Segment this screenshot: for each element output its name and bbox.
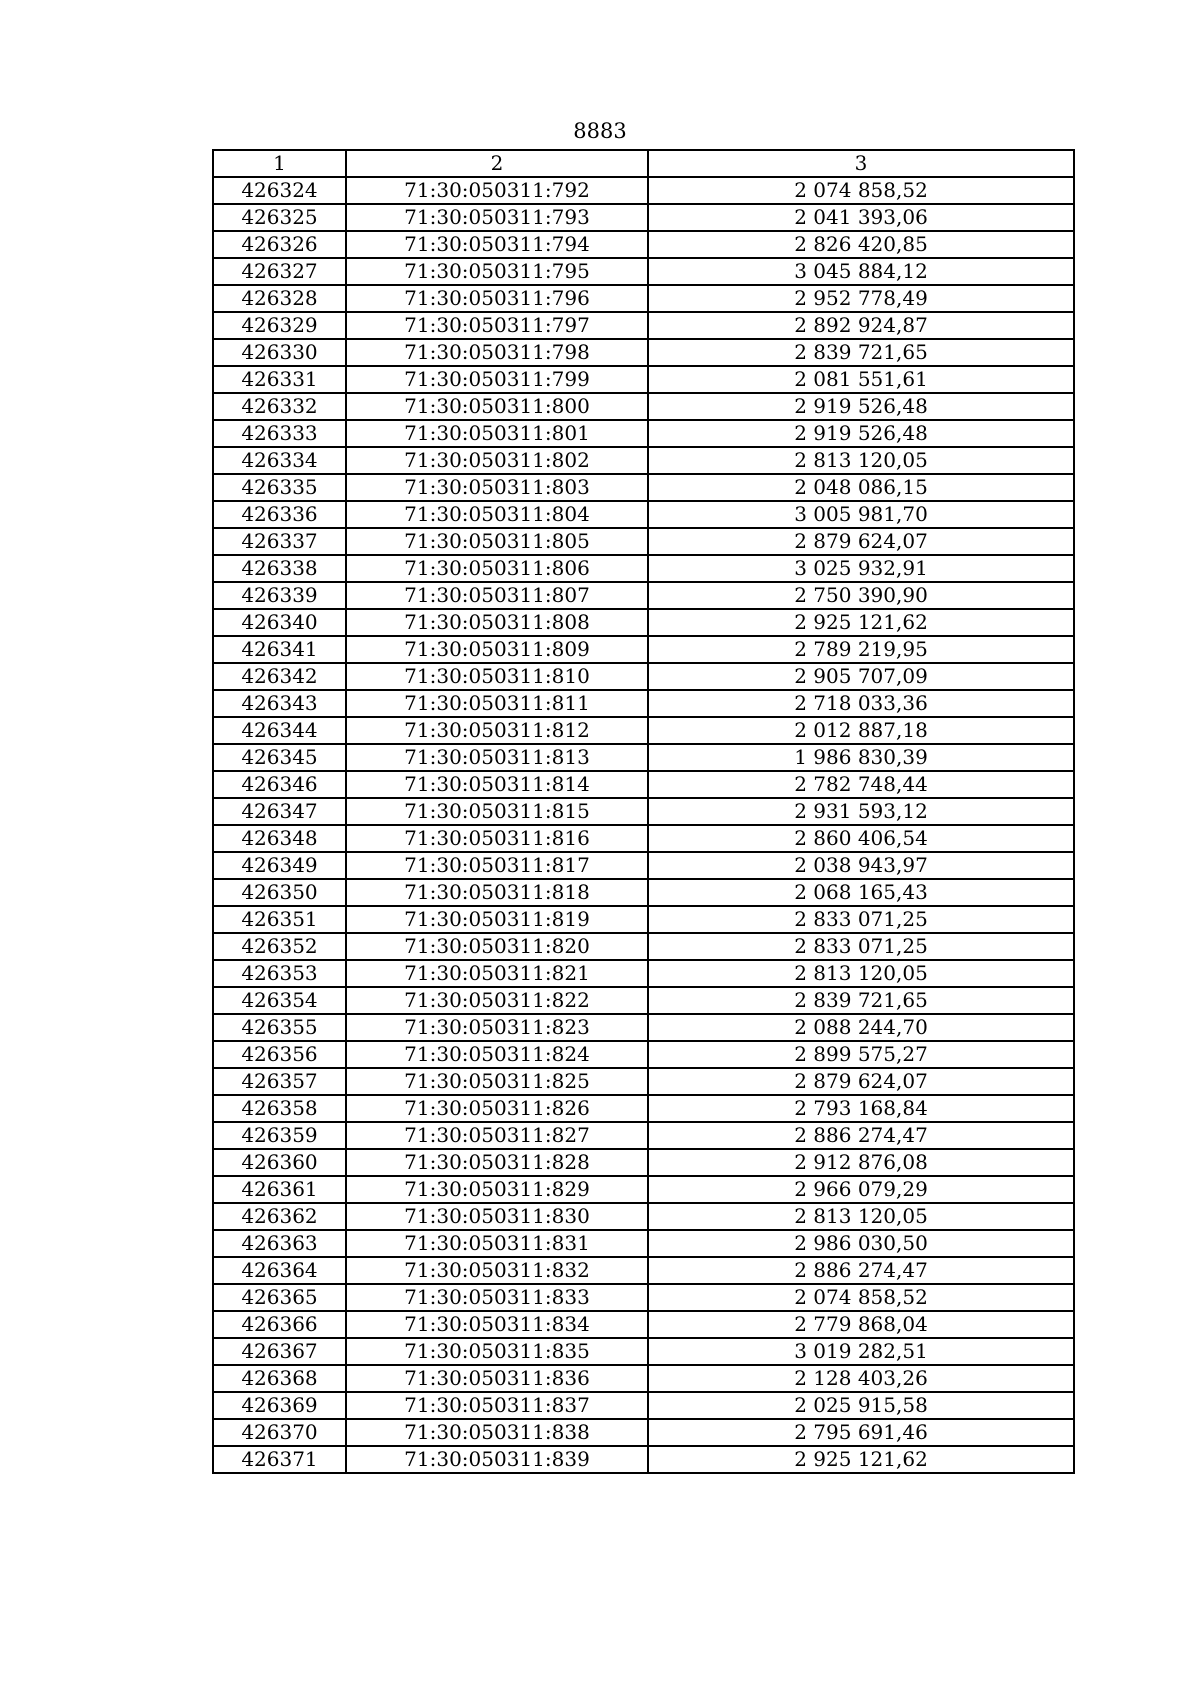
value-cell: 2 128 403,26 bbox=[648, 1365, 1074, 1392]
table-row bbox=[213, 798, 1074, 825]
row-number-cell: 426331 bbox=[213, 366, 346, 393]
row-number-cell: 426334 bbox=[213, 447, 346, 474]
value-cell: 2 826 420,85 bbox=[648, 231, 1074, 258]
value-cell: 2 025 915,58 bbox=[648, 1392, 1074, 1419]
table-row bbox=[213, 177, 1074, 204]
row-number-cell: 426341 bbox=[213, 636, 346, 663]
value-cell: 2 833 071,25 bbox=[648, 906, 1074, 933]
table-body bbox=[213, 177, 1074, 1473]
cadastral-number-cell: 71:30:050311:836 bbox=[346, 1365, 648, 1392]
cadastral-number-cell: 71:30:050311:818 bbox=[346, 879, 648, 906]
table-row bbox=[213, 663, 1074, 690]
cadastral-number-cell: 71:30:050311:830 bbox=[346, 1203, 648, 1230]
row-number-cell: 426332 bbox=[213, 393, 346, 420]
row-number-cell: 426369 bbox=[213, 1392, 346, 1419]
row-number-cell: 426371 bbox=[213, 1446, 346, 1473]
row-number-cell: 426326 bbox=[213, 231, 346, 258]
value-cell: 3 019 282,51 bbox=[648, 1338, 1074, 1365]
row-number-cell: 426327 bbox=[213, 258, 346, 285]
table-header-row bbox=[213, 150, 1074, 177]
table-row bbox=[213, 771, 1074, 798]
value-cell: 2 886 274,47 bbox=[648, 1122, 1074, 1149]
row-number-cell: 426344 bbox=[213, 717, 346, 744]
value-cell: 3 005 981,70 bbox=[648, 501, 1074, 528]
table-row bbox=[213, 1311, 1074, 1338]
cadastral-number-cell: 71:30:050311:798 bbox=[346, 339, 648, 366]
row-number-cell: 426364 bbox=[213, 1257, 346, 1284]
table-row bbox=[213, 285, 1074, 312]
row-number-cell: 426338 bbox=[213, 555, 346, 582]
row-number-cell: 426337 bbox=[213, 528, 346, 555]
row-number-cell: 426325 bbox=[213, 204, 346, 231]
row-number-cell: 426330 bbox=[213, 339, 346, 366]
value-cell: 2 925 121,62 bbox=[648, 609, 1074, 636]
value-cell: 3 045 884,12 bbox=[648, 258, 1074, 285]
cadastral-number-cell: 71:30:050311:810 bbox=[346, 663, 648, 690]
value-cell: 2 038 943,97 bbox=[648, 852, 1074, 879]
table-row bbox=[213, 447, 1074, 474]
table-row bbox=[213, 582, 1074, 609]
value-cell: 2 074 858,52 bbox=[648, 177, 1074, 204]
row-number-cell: 426335 bbox=[213, 474, 346, 501]
row-number-cell: 426361 bbox=[213, 1176, 346, 1203]
value-cell: 2 966 079,29 bbox=[648, 1176, 1074, 1203]
cadastral-number-cell: 71:30:050311:803 bbox=[346, 474, 648, 501]
value-cell: 2 813 120,05 bbox=[648, 447, 1074, 474]
row-number-cell: 426342 bbox=[213, 663, 346, 690]
table-row bbox=[213, 960, 1074, 987]
cadastral-number-cell: 71:30:050311:829 bbox=[346, 1176, 648, 1203]
cadastral-number-cell: 71:30:050311:817 bbox=[346, 852, 648, 879]
value-cell: 2 833 071,25 bbox=[648, 933, 1074, 960]
row-number-cell: 426336 bbox=[213, 501, 346, 528]
value-cell: 2 718 033,36 bbox=[648, 690, 1074, 717]
value-cell: 2 839 721,65 bbox=[648, 339, 1074, 366]
row-number-cell: 426365 bbox=[213, 1284, 346, 1311]
value-cell: 2 879 624,07 bbox=[648, 528, 1074, 555]
cadastral-number-cell: 71:30:050311:799 bbox=[346, 366, 648, 393]
row-number-cell: 426328 bbox=[213, 285, 346, 312]
data-table bbox=[212, 149, 1075, 1474]
table-row bbox=[213, 744, 1074, 771]
row-number-cell: 426354 bbox=[213, 987, 346, 1014]
table-row bbox=[213, 906, 1074, 933]
table-row bbox=[213, 1149, 1074, 1176]
value-cell: 2 879 624,07 bbox=[648, 1068, 1074, 1095]
cadastral-number-cell: 71:30:050311:807 bbox=[346, 582, 648, 609]
value-cell: 2 925 121,62 bbox=[648, 1446, 1074, 1473]
table-row bbox=[213, 420, 1074, 447]
table-row bbox=[213, 1365, 1074, 1392]
value-cell: 3 025 932,91 bbox=[648, 555, 1074, 582]
table-row bbox=[213, 258, 1074, 285]
table-row bbox=[213, 987, 1074, 1014]
value-cell: 2 779 868,04 bbox=[648, 1311, 1074, 1338]
cadastral-number-cell: 71:30:050311:801 bbox=[346, 420, 648, 447]
cadastral-number-cell: 71:30:050311:808 bbox=[346, 609, 648, 636]
table-row bbox=[213, 717, 1074, 744]
value-cell: 2 905 707,09 bbox=[648, 663, 1074, 690]
table-row bbox=[213, 1122, 1074, 1149]
table-row bbox=[213, 690, 1074, 717]
row-number-cell: 426345 bbox=[213, 744, 346, 771]
value-cell: 2 986 030,50 bbox=[648, 1230, 1074, 1257]
cadastral-number-cell: 71:30:050311:834 bbox=[346, 1311, 648, 1338]
value-cell: 2 795 691,46 bbox=[648, 1419, 1074, 1446]
row-number-cell: 426360 bbox=[213, 1149, 346, 1176]
value-cell: 2 793 168,84 bbox=[648, 1095, 1074, 1122]
table-row bbox=[213, 1419, 1074, 1446]
value-cell: 2 048 086,15 bbox=[648, 474, 1074, 501]
value-cell: 2 750 390,90 bbox=[648, 582, 1074, 609]
value-cell: 2 892 924,87 bbox=[648, 312, 1074, 339]
value-cell: 2 782 748,44 bbox=[648, 771, 1074, 798]
table-row bbox=[213, 474, 1074, 501]
cadastral-number-cell: 71:30:050311:796 bbox=[346, 285, 648, 312]
value-cell: 2 919 526,48 bbox=[648, 420, 1074, 447]
value-cell: 2 839 721,65 bbox=[648, 987, 1074, 1014]
row-number-cell: 426340 bbox=[213, 609, 346, 636]
table-row bbox=[213, 339, 1074, 366]
cadastral-number-cell: 71:30:050311:805 bbox=[346, 528, 648, 555]
row-number-cell: 426353 bbox=[213, 960, 346, 987]
value-cell: 2 931 593,12 bbox=[648, 798, 1074, 825]
cadastral-number-cell: 71:30:050311:820 bbox=[346, 933, 648, 960]
row-number-cell: 426324 bbox=[213, 177, 346, 204]
table-row bbox=[213, 1014, 1074, 1041]
cadastral-number-cell: 71:30:050311:821 bbox=[346, 960, 648, 987]
value-cell: 1 986 830,39 bbox=[648, 744, 1074, 771]
cadastral-number-cell: 71:30:050311:824 bbox=[346, 1041, 648, 1068]
table-row bbox=[213, 1338, 1074, 1365]
table-row bbox=[213, 1203, 1074, 1230]
table-row bbox=[213, 555, 1074, 582]
table-row bbox=[213, 933, 1074, 960]
cadastral-number-cell: 71:30:050311:837 bbox=[346, 1392, 648, 1419]
cadastral-number-cell: 71:30:050311:823 bbox=[346, 1014, 648, 1041]
row-number-cell: 426370 bbox=[213, 1419, 346, 1446]
column-header-1: 1 bbox=[213, 150, 346, 177]
table-row bbox=[213, 366, 1074, 393]
cadastral-number-cell: 71:30:050311:811 bbox=[346, 690, 648, 717]
table-row bbox=[213, 1230, 1074, 1257]
table-row bbox=[213, 1284, 1074, 1311]
row-number-cell: 426347 bbox=[213, 798, 346, 825]
cadastral-number-cell: 71:30:050311:809 bbox=[346, 636, 648, 663]
cadastral-number-cell: 71:30:050311:813 bbox=[346, 744, 648, 771]
table-row bbox=[213, 1068, 1074, 1095]
table-row bbox=[213, 528, 1074, 555]
value-cell: 2 081 551,61 bbox=[648, 366, 1074, 393]
cadastral-number-cell: 71:30:050311:838 bbox=[346, 1419, 648, 1446]
table-row bbox=[213, 1392, 1074, 1419]
table-row bbox=[213, 609, 1074, 636]
value-cell: 2 952 778,49 bbox=[648, 285, 1074, 312]
value-cell: 2 899 575,27 bbox=[648, 1041, 1074, 1068]
row-number-cell: 426363 bbox=[213, 1230, 346, 1257]
value-cell: 2 789 219,95 bbox=[648, 636, 1074, 663]
cadastral-number-cell: 71:30:050311:794 bbox=[346, 231, 648, 258]
cadastral-number-cell: 71:30:050311:792 bbox=[346, 177, 648, 204]
table-row bbox=[213, 852, 1074, 879]
cadastral-number-cell: 71:30:050311:822 bbox=[346, 987, 648, 1014]
cadastral-number-cell: 71:30:050311:819 bbox=[346, 906, 648, 933]
value-cell: 2 012 887,18 bbox=[648, 717, 1074, 744]
row-number-cell: 426333 bbox=[213, 420, 346, 447]
table-row bbox=[213, 1095, 1074, 1122]
cadastral-number-cell: 71:30:050311:814 bbox=[346, 771, 648, 798]
row-number-cell: 426350 bbox=[213, 879, 346, 906]
cadastral-number-cell: 71:30:050311:800 bbox=[346, 393, 648, 420]
cadastral-number-cell: 71:30:050311:835 bbox=[346, 1338, 648, 1365]
value-cell: 2 813 120,05 bbox=[648, 960, 1074, 987]
row-number-cell: 426358 bbox=[213, 1095, 346, 1122]
table-row bbox=[213, 879, 1074, 906]
table-row bbox=[213, 393, 1074, 420]
row-number-cell: 426366 bbox=[213, 1311, 346, 1338]
table-row bbox=[213, 1446, 1074, 1473]
row-number-cell: 426352 bbox=[213, 933, 346, 960]
table-row bbox=[213, 825, 1074, 852]
row-number-cell: 426362 bbox=[213, 1203, 346, 1230]
cadastral-number-cell: 71:30:050311:812 bbox=[346, 717, 648, 744]
value-cell: 2 813 120,05 bbox=[648, 1203, 1074, 1230]
row-number-cell: 426329 bbox=[213, 312, 346, 339]
cadastral-number-cell: 71:30:050311:795 bbox=[346, 258, 648, 285]
table-row bbox=[213, 312, 1074, 339]
cadastral-number-cell: 71:30:050311:815 bbox=[346, 798, 648, 825]
row-number-cell: 426356 bbox=[213, 1041, 346, 1068]
value-cell: 2 860 406,54 bbox=[648, 825, 1074, 852]
row-number-cell: 426355 bbox=[213, 1014, 346, 1041]
value-cell: 2 041 393,06 bbox=[648, 204, 1074, 231]
column-header-2: 2 bbox=[346, 150, 648, 177]
column-header-3: 3 bbox=[648, 150, 1074, 177]
cadastral-number-cell: 71:30:050311:826 bbox=[346, 1095, 648, 1122]
cadastral-number-cell: 71:30:050311:816 bbox=[346, 825, 648, 852]
value-cell: 2 074 858,52 bbox=[648, 1284, 1074, 1311]
cadastral-number-cell: 71:30:050311:833 bbox=[346, 1284, 648, 1311]
row-number-cell: 426359 bbox=[213, 1122, 346, 1149]
value-cell: 2 088 244,70 bbox=[648, 1014, 1074, 1041]
row-number-cell: 426368 bbox=[213, 1365, 346, 1392]
table-row bbox=[213, 1257, 1074, 1284]
value-cell: 2 919 526,48 bbox=[648, 393, 1074, 420]
value-cell: 2 886 274,47 bbox=[648, 1257, 1074, 1284]
table-row bbox=[213, 231, 1074, 258]
cadastral-number-cell: 71:30:050311:806 bbox=[346, 555, 648, 582]
cadastral-number-cell: 71:30:050311:804 bbox=[346, 501, 648, 528]
table-row bbox=[213, 1041, 1074, 1068]
row-number-cell: 426351 bbox=[213, 906, 346, 933]
cadastral-number-cell: 71:30:050311:827 bbox=[346, 1122, 648, 1149]
row-number-cell: 426343 bbox=[213, 690, 346, 717]
table-row bbox=[213, 501, 1074, 528]
cadastral-number-cell: 71:30:050311:797 bbox=[346, 312, 648, 339]
value-cell: 2 068 165,43 bbox=[648, 879, 1074, 906]
cadastral-number-cell: 71:30:050311:832 bbox=[346, 1257, 648, 1284]
row-number-cell: 426357 bbox=[213, 1068, 346, 1095]
cadastral-number-cell: 71:30:050311:825 bbox=[346, 1068, 648, 1095]
table-row bbox=[213, 1176, 1074, 1203]
value-cell: 2 912 876,08 bbox=[648, 1149, 1074, 1176]
cadastral-number-cell: 71:30:050311:831 bbox=[346, 1230, 648, 1257]
row-number-cell: 426348 bbox=[213, 825, 346, 852]
row-number-cell: 426346 bbox=[213, 771, 346, 798]
table-row bbox=[213, 204, 1074, 231]
cadastral-number-cell: 71:30:050311:839 bbox=[346, 1446, 648, 1473]
row-number-cell: 426349 bbox=[213, 852, 346, 879]
cadastral-number-cell: 71:30:050311:828 bbox=[346, 1149, 648, 1176]
cadastral-number-cell: 71:30:050311:793 bbox=[346, 204, 648, 231]
table-row bbox=[213, 636, 1074, 663]
row-number-cell: 426367 bbox=[213, 1338, 346, 1365]
cadastral-number-cell: 71:30:050311:802 bbox=[346, 447, 648, 474]
page-number: 8883 bbox=[573, 119, 627, 143]
row-number-cell: 426339 bbox=[213, 582, 346, 609]
